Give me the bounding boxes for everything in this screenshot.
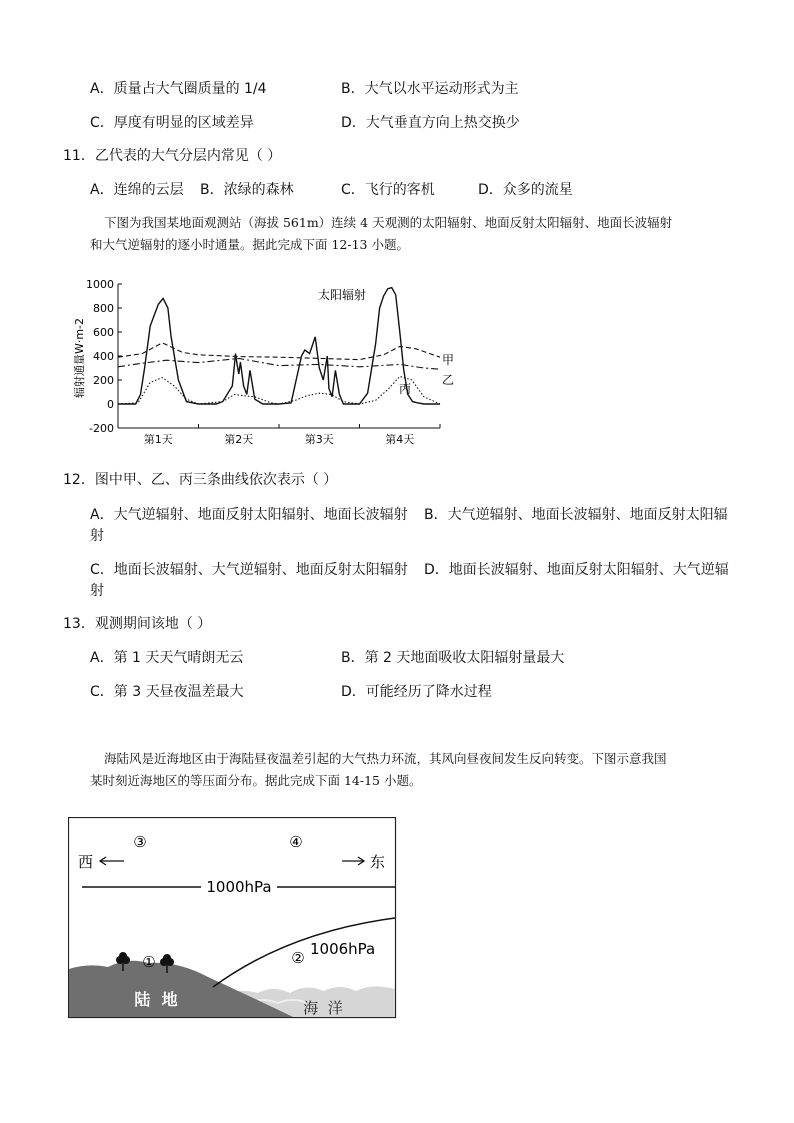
label-point-2: ② (291, 949, 305, 967)
label-land: 陆 地 (134, 990, 178, 1009)
q13-option-b: B．第 2 天地面吸收太阳辐射量最大 (341, 650, 565, 666)
series-label-甲: 甲 (442, 353, 455, 367)
y-tick-label: 200 (93, 374, 114, 387)
intro-paragraph-radiation (90, 212, 735, 256)
label-east: 东 (370, 853, 386, 871)
q11-option-d: D．众多的流星 (478, 182, 573, 198)
radiation-flux-chart (66, 272, 466, 450)
q13-option-c: C．第 3 天昼夜温差最大 (90, 684, 244, 700)
x-tick-label: 第4天 (385, 433, 415, 446)
intro2-line-2: 某时刻近海地区的等压面分布。据此完成下面 14-15 小题。 (90, 773, 422, 788)
y-tick-label: 1000 (86, 278, 114, 291)
intro-line-2: 和大气逆辐射的逐小时通量。据此完成下面 12-13 小题。 (90, 237, 409, 252)
series-line-甲 (118, 343, 440, 360)
q12-option-c-wrap: 射 (90, 583, 104, 599)
q12-option-a: A．大气逆辐射、地面反射太阳辐射、地面长波辐射 (90, 507, 408, 523)
y-axis-label: 辐射通量W·m-2 (73, 317, 86, 399)
series-label-太阳辐射: 太阳辐射 (318, 288, 367, 302)
q12-option-c: C．地面长波辐射、大气逆辐射、地面反射太阳辐射 (90, 562, 408, 578)
label-west: 西 (78, 853, 94, 871)
intro-line-1: 下图为我国某地面观测站（海拔 561m）连续 4 天观测的太阳辐射、地面反射太阳辐射、地面长波辐射 (104, 215, 673, 230)
y-tick-label: 0 (107, 398, 114, 411)
q12-option-a-wrap: 射 (90, 528, 104, 544)
q12-option-d: D．地面长波辐射、地面反射太阳辐射、大气逆辐 (424, 562, 729, 578)
q11-stem: 11．乙代表的大气分层内常见（ ） (63, 148, 282, 164)
q13-option-a: A．第 1 天天气晴朗无云 (90, 650, 244, 666)
q12-stem: 12．图中甲、乙、丙三条曲线依次表示（ ） (63, 472, 338, 488)
label-point-3: ③ (133, 833, 147, 851)
q11-option-a: A．连绵的云层 (90, 182, 184, 198)
x-tick-label: 第2天 (224, 433, 254, 446)
intro2-line-1: 海陆风是近海地区由于海陆昼夜温差引起的大气热力环流，其风向昼夜间发生反向转变。下图示意我国 (104, 751, 667, 766)
q10-option-a: A．质量占大气圈质量的 1/4 (90, 81, 267, 97)
series-line-丙 (118, 376, 440, 404)
series-line-太阳辐射 (118, 288, 440, 404)
intro-paragraph-sea-breeze (90, 748, 735, 792)
y-tick-label: 800 (93, 302, 114, 315)
q13-option-d: D．可能经历了降水过程 (341, 684, 492, 700)
q11-option-c: C．飞行的客机 (341, 182, 435, 198)
y-tick-label: -200 (89, 422, 114, 435)
series-label-乙: 乙 (442, 373, 455, 387)
label-isobar-1000: 1000hPa (206, 878, 272, 896)
series-line-乙 (118, 358, 440, 369)
y-tick-label: 400 (93, 350, 114, 363)
y-tick-label: 600 (93, 326, 114, 339)
q11-option-b: B．浓绿的森林 (200, 182, 294, 198)
q10-option-c: C．厚度有明显的区域差异 (90, 115, 254, 131)
label-isobar-1006: 1006hPa (310, 940, 376, 958)
q10-option-d: D．大气垂直方向上热交换少 (341, 115, 520, 131)
series-label-丙: 丙 (399, 382, 412, 396)
label-point-4: ④ (289, 833, 303, 851)
isobar-diagram (68, 817, 397, 1019)
x-tick-label: 第3天 (304, 433, 334, 446)
label-point-1: ① (142, 953, 156, 971)
x-tick-label: 第1天 (143, 433, 173, 446)
q10-option-b: B．大气以水平运动形式为主 (341, 81, 519, 97)
q12-option-b: B．大气逆辐射、地面长波辐射、地面反射太阳辐 (424, 507, 728, 523)
q13-stem: 13．观测期间该地（ ） (63, 616, 212, 632)
label-sea: 海 洋 (303, 999, 343, 1017)
